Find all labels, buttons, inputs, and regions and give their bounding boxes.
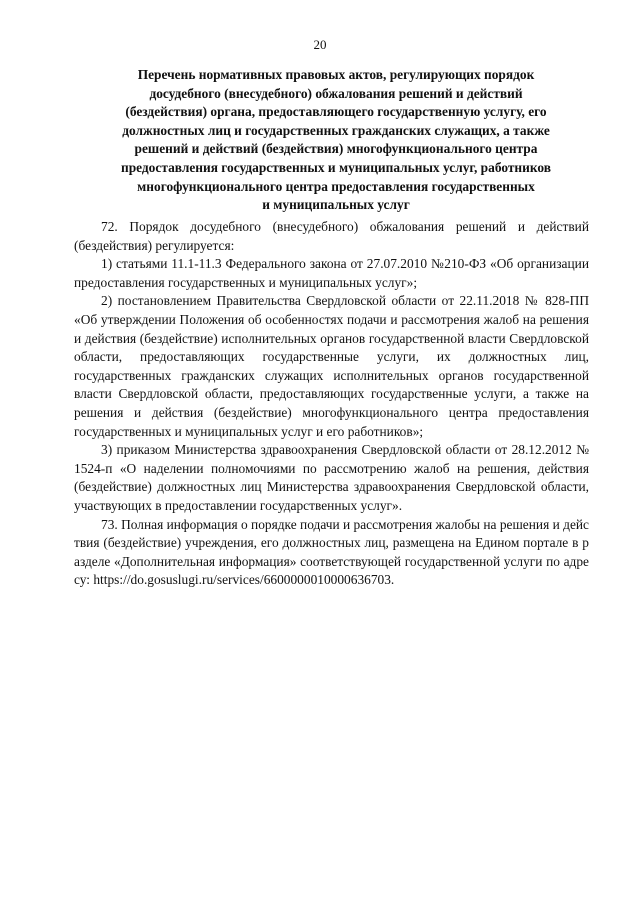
heading-line: должностных лиц и государственных гражданских служащих, а также bbox=[122, 122, 550, 138]
heading-line: и муниципальных услуг bbox=[262, 197, 410, 213]
list-item-2: 2) постановлением Правительства Свердловской области от 22.11.2018 № 828-ПП «Об утверждении Положения об особенностях подачи и рассмотрения жалоб на решения и действия (бездействие) исполнительных органов государственной власти Свердловской области, предоставляющих государственные услуги, их должностных лиц, государственных гражданских служащих исполнительных органов государственной власти Свердловской области, предоставляющих государственные услуги, а также на решения и действия (бездействие) многофункционального центра предоставления государственных и муниципальных услуг и его работников»; bbox=[74, 293, 589, 439]
paragraph-73: 73. Полная информация о порядке подачи и рассмотрения жалобы на решения и действия (бездействие) учреждения, его должностных лиц, размещена на Едином портале в разделе «Дополнительная информация» соответствующей государственной услуги по адресу: https://do.gosuslugi.ru/services/6600000010000636703. bbox=[74, 516, 589, 588]
heading-line: (бездействия) органа, предоставляющего государственную услугу, его bbox=[125, 104, 547, 120]
heading-line: досудебного (внесудебного) обжалования решений и действий bbox=[149, 85, 523, 101]
document-body bbox=[74, 218, 589, 590]
heading-line: предоставления государственных и муниципальных услуг, работников bbox=[120, 159, 551, 175]
section-heading bbox=[90, 66, 582, 215]
paragraph-72: 72. Порядок досудебного (внесудебного) обжалования решений и действий (бездействия) регулируется: bbox=[74, 219, 589, 253]
heading-line: Перечень нормативных правовых актов, регулирующих порядок bbox=[137, 67, 535, 82]
heading-line: решений и действий (бездействия) многофункционального центра bbox=[134, 141, 538, 157]
list-item-3: 3) приказом Министерства здравоохранения Свердловской области от 28.12.2012 № 1524-п «О наделении полномочиями по рассмотрению жалоб на решения, действия (бездействие) должностных лиц Министерства здравоохранения Свердловской области, участвующих в предоставлении государственных услуг». bbox=[74, 442, 589, 513]
heading-line: многофункционального центра предоставления государственных bbox=[137, 178, 535, 194]
page-number: 20 bbox=[313, 37, 327, 52]
list-item-1: 1) статьями 11.1-11.3 Федерального закона от 27.07.2010 №210-ФЗ «Об организации предоставления государственных и муниципальных услуг»; bbox=[74, 256, 589, 290]
